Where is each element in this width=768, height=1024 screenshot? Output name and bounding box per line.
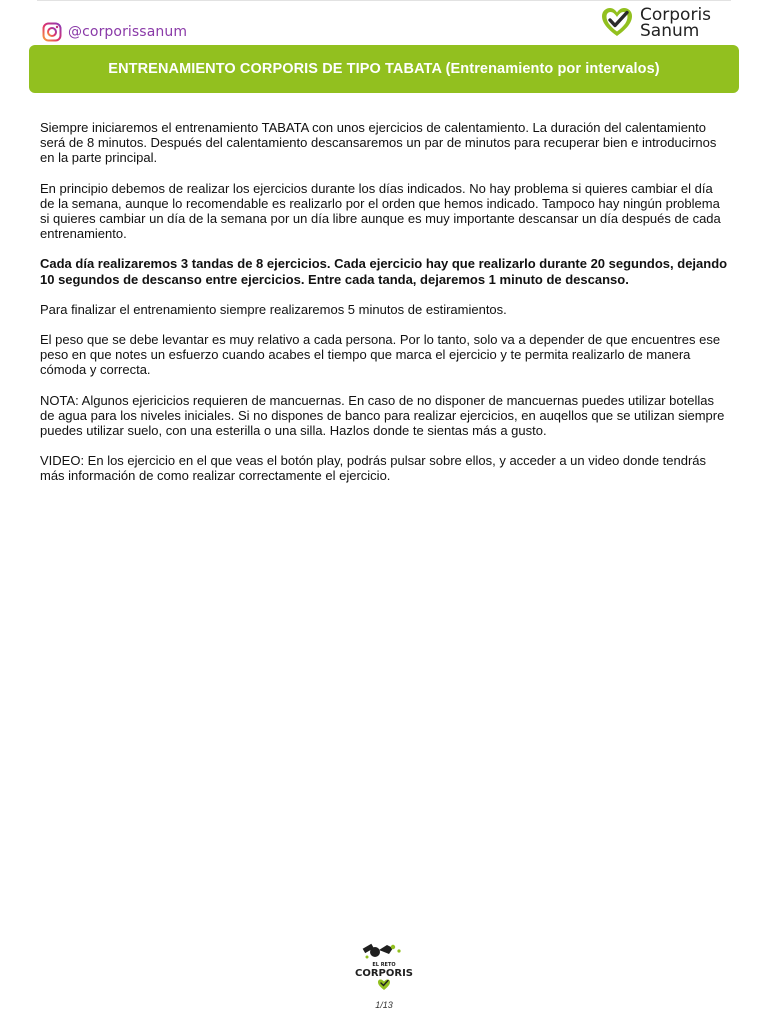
logo-line-sanum: Sanum — [640, 21, 700, 41]
badge-line-el-reto: EL RETO — [372, 962, 396, 968]
paragraph-video: VIDEO: En los ejercicio en el que veas el botón play, podrás pulsar sobre ellos, y acceder a un video donde tendrás más información de como realizar correctamente el ejercicio. — [40, 453, 707, 484]
corporis-sanum-logo — [600, 5, 714, 41]
title-banner — [29, 45, 739, 93]
paragraph-weight: El peso que se debe levantar es muy relativo a cada persona. Por lo tanto, solo va a depender de que encuentres ese peso en que notes un esfuerzo cuando acabes el tiempo que marca el ejercicio y te permita realizarlo de manera cómoda y correcta. — [40, 332, 721, 378]
paragraph-schedule: En principio debemos de realizar los ejercicios durante los días indicados. No hay problema si quieres cambiar el día de la semana, aunque lo recomendable es realizarlo por el orden que hemos indicado. Tampoco hay ningún problema si quieres cambiar un día de la semana por un día libre aunque es muy importante descansar un día después de cada entrenamiento. — [40, 180, 721, 242]
paragraph-warmup: Siempre iniciaremos el entrenamiento TABATA con unos ejercicios de calentamiento. La duración del calentamiento será de 8 minutos. Después del calentamiento descansaremos un par de minutos para recuperar bien e introducirnos en la parte principal. — [40, 120, 717, 166]
paragraph-note: NOTA: Algunos ejericicios requieren de mancuernas. En caso de no disponer de mancuernas puedes utilizar botellas de agua para los niveles iniciales. Si no dispones de banco para realizar ejercicios, en auqellos que se utilizan siempre puedes utilizar suelo, con una esterilla o una silla. Hazlos donde te sientas más a gusto. — [40, 392, 725, 439]
header-divider — [37, 0, 731, 1]
heart-check-icon — [600, 6, 634, 40]
paragraph-sets: Cada día realizaremos 3 tandas de 8 ejercicios. Cada ejercicio hay que realizarlo durante 20 segundos, dejando 10 segundos de descanso entre ejercicios. Entre cada tanda, dejaremos 1 minuto de descanso. — [40, 256, 728, 287]
logo-wordmark — [640, 7, 711, 39]
badge-line-corporis: CORPORIS — [355, 968, 413, 979]
logo-line-corporis: Corporis — [640, 5, 712, 25]
instagram-handle: @corporissanum — [68, 24, 188, 40]
document-body — [40, 120, 730, 499]
paragraph-stretching: Para finalizar el entrenamiento siempre realizaremos 5 minutos de estiramientos. — [40, 301, 507, 317]
instagram-link[interactable] — [42, 21, 187, 43]
el-reto-corporis-badge — [355, 942, 413, 994]
page-title: ENTRENAMIENTO CORPORIS DE TIPO TABATA (Entrenamiento por intervalos) — [108, 61, 660, 77]
instagram-icon — [42, 22, 62, 42]
page-number: 1/13 — [375, 1000, 393, 1010]
